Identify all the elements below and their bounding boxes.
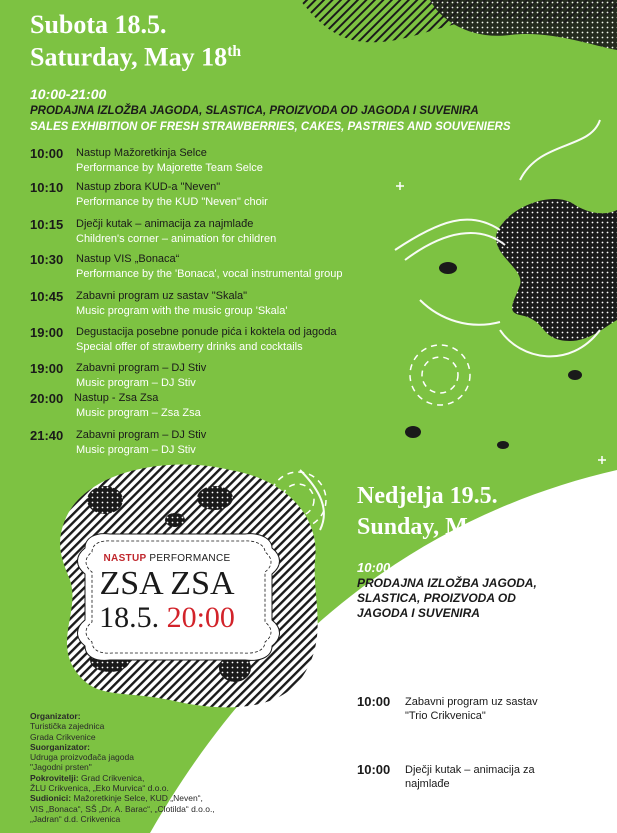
sunday-hours: 10:00-18:00: [357, 560, 428, 575]
sunday-title-en: [357, 514, 535, 539]
event-title-hr-line: "Trio Crikvenica": [405, 710, 486, 722]
sunday-sale-en-line: AND SOUVENIERS: [357, 652, 466, 666]
saturday-title-en-main: Saturday, May 18: [30, 42, 228, 72]
event-title-en-line: for children: [405, 807, 460, 819]
credits-line: ŽLU Crikvenica, „Eko Murvica“ d.o.o.: [30, 783, 169, 794]
event-title-en: Music program – DJ Stiv: [76, 377, 196, 389]
saturday-sale-hr: PRODAJNA IZLOŽBA JAGODA, SLASTICA, PROIZVODA OD JAGODA I SUVENIRA: [30, 105, 479, 117]
credits-participants-label: Sudionici:: [30, 793, 72, 804]
event-title-hr-line: Dječji kutak – animacija za: [405, 764, 535, 776]
badge-datetime: [66, 602, 268, 634]
performance-badge: [66, 553, 268, 634]
credits: [30, 711, 250, 824]
credits-organizer-label: Organizator:: [30, 711, 81, 721]
event-time: 10:00: [30, 146, 64, 161]
event-title-hr: Nastup VIS „Bonaca“: [76, 253, 180, 265]
event-time: 10:00: [357, 694, 391, 709]
event-title-en: Special offer of strawberry drinks and cocktails: [76, 341, 303, 353]
event-time: 10:45: [30, 289, 64, 304]
credits-coorganizer-label: Suorganizator:: [30, 741, 90, 752]
sunday-sale-hr-line: JAGODA I SUVENIRA: [357, 606, 480, 620]
event-title-en: Performance by Majorette Team Selce: [76, 162, 263, 174]
event-time: 10:15: [30, 217, 64, 232]
credits-line: Grad Crikvenica,: [81, 772, 145, 783]
dotted-blob-top: [430, 0, 617, 50]
event-title-en: [405, 792, 605, 820]
event-time: 19:00: [30, 325, 64, 340]
saturday-sale-en: SALES EXHIBITION OF FRESH STRAWBERRIES, CAKES, PASTRIES AND SOUVENIERS: [30, 121, 511, 133]
credits-line: Turistička zajednica: [30, 721, 105, 732]
event-time: 10:30: [30, 252, 64, 267]
credits-line: Udruga proizvođača jagoda: [30, 752, 134, 763]
sunday-sale-hr-line: SLASTICA, PROIZVODA OD: [357, 591, 516, 605]
event-title-hr: Nastup Mažoretkinja Selce: [76, 147, 207, 159]
event-title-en: Music program – DJ Stiv: [76, 444, 196, 456]
event-title-en: Performance by the 'Bonaca', vocal instrumental group: [76, 268, 343, 280]
event-title-hr: [405, 695, 605, 723]
credits-sponsors-label: Pokrovitelji:: [30, 772, 79, 783]
event-title-hr: Dječji kutak – animacija za najmlađe: [76, 218, 254, 230]
sunday-title-en-main: Sunday, May 19: [357, 514, 522, 540]
badge-date: 18.5.: [99, 601, 160, 634]
event-title-en: Music program – Zsa Zsa: [76, 407, 201, 419]
event-title-hr: Zabavni program – DJ Stiv: [76, 362, 207, 374]
sunday-sale-en-line: SALES EXHIBITION OF FRESH: [357, 622, 534, 636]
event-time: 19:00: [30, 361, 64, 376]
event-title-hr-line: najmlađe: [405, 778, 450, 790]
event-title-en: Children's corner – animation for children: [76, 233, 277, 245]
badge-time: 20:00: [166, 601, 235, 634]
credits-line: Mažoretkinje Selce, KUD „Neven“,: [73, 793, 203, 804]
event-title-en: Performance by the KUD "Neven" choir: [76, 196, 268, 208]
event-title-en-line: Children's corner – animation: [405, 793, 548, 805]
event-title-en: Music program with the music group 'Skala': [76, 305, 288, 317]
sunday-sale-en-line: STRAWBERRIES, CAKES, PASTRIES: [357, 637, 569, 651]
event-time: 21:40: [30, 428, 64, 443]
event-title-hr: Degustacija posebne ponude pića i koktela od jagoda: [76, 326, 337, 338]
event-title-hr: Zabavni program uz sastav "Skala": [76, 290, 248, 302]
event-title-hr: Nastup zbora KUD-a "Neven": [76, 181, 221, 193]
event-title-en: [405, 724, 605, 752]
dotted-star-blob: [496, 199, 617, 341]
event-time: 10:10: [30, 180, 64, 195]
event-title-hr: Zabavni program – DJ Stiv: [76, 429, 207, 441]
event-title-en-line: group Trio Crikvenica: [405, 739, 509, 751]
badge-label-en: PERFORMANCE: [149, 553, 231, 564]
sunday-sale-hr: [357, 576, 537, 621]
saturday-title-hr: Subota 18.5.: [30, 10, 167, 39]
sunday-sale-en: [357, 622, 568, 667]
badge-performer: ZSA ZSA: [99, 565, 235, 602]
badge-label-hr: NASTUP: [103, 553, 147, 564]
event-time: 20:00: [30, 391, 64, 406]
saturday-title-en-sup: th: [227, 43, 242, 60]
event-time: 10:00: [357, 762, 391, 777]
sunday-title-en-sup: th: [521, 513, 535, 529]
credits-line: "Jagodni prsten": [30, 762, 92, 773]
credits-line: Grada Crikvenice: [30, 731, 96, 742]
event-title-en-line: Music program with the music: [405, 725, 551, 737]
sunday-sale-hr-line: PRODAJNA IZLOŽBA JAGODA,: [357, 576, 537, 590]
event-title-hr: [405, 763, 605, 791]
event-title-hr-line: Zabavni program uz sastav: [405, 696, 538, 708]
saturday-hours: 10:00-21:00: [30, 86, 107, 102]
credits-line: VIS „Bonaca“, SŠ „Dr. A. Barac“, „Clotilda“ d.o.o.,: [30, 803, 215, 814]
sunday-title-hr: Nedjelja 19.5.: [357, 483, 498, 509]
event-title-hr: Nastup - Zsa Zsa: [74, 392, 159, 404]
saturday-title-en: [30, 44, 241, 71]
credits-line: „Jadran“ d.d. Crikvenica: [30, 813, 121, 824]
badge-label: [66, 553, 268, 564]
